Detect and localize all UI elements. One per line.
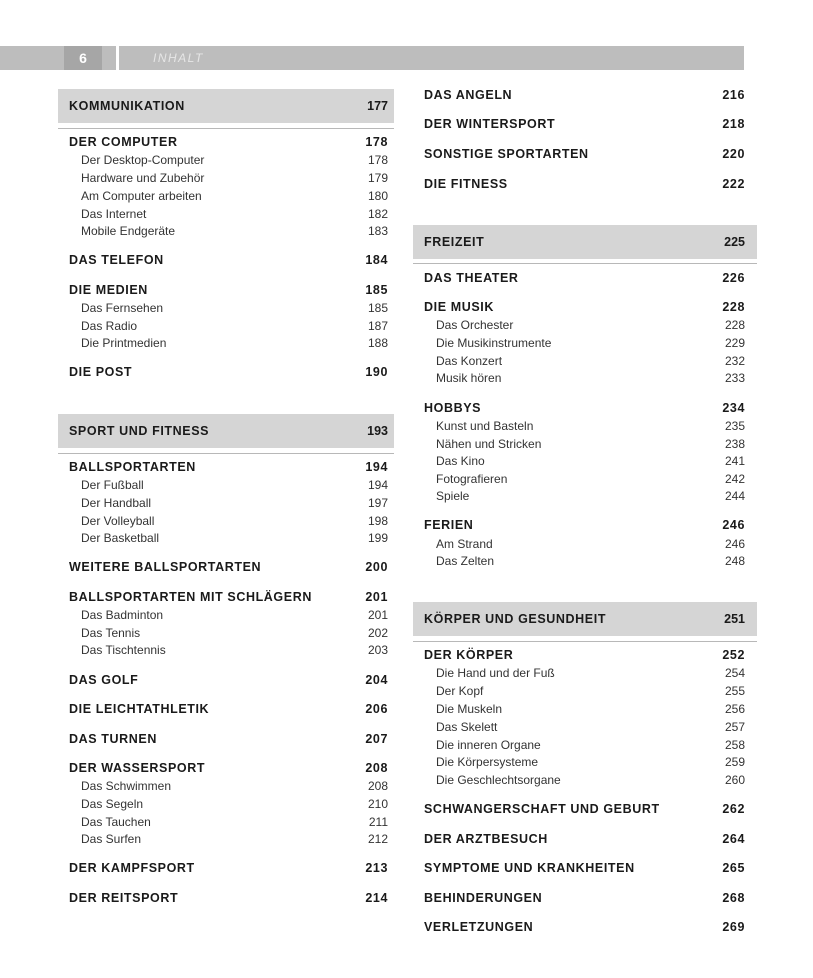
entry-page: 178 <box>367 153 388 167</box>
toc-subentry[interactable] <box>58 641 394 659</box>
toc-subentry[interactable] <box>58 777 394 795</box>
entry-page: 241 <box>724 454 745 468</box>
entry-page: 185 <box>365 283 388 297</box>
toc-chapter-reitsport[interactable] <box>58 889 394 907</box>
entry-title: Hardware und Zubehör <box>81 171 205 185</box>
entry-page: 214 <box>365 891 388 905</box>
entry-page: 216 <box>722 88 745 102</box>
toc-subentry[interactable] <box>58 494 394 512</box>
entry-title: Das Schwimmen <box>81 779 172 793</box>
header-title: INHALT <box>153 51 204 65</box>
entry-page: 264 <box>722 832 745 846</box>
section-page: 225 <box>724 235 745 249</box>
section-divider <box>58 453 394 454</box>
toc-chapter-symptome[interactable] <box>413 859 757 877</box>
toc-chapter-behinderungen[interactable] <box>413 889 757 907</box>
entry-page: 204 <box>365 673 388 687</box>
toc-subentry[interactable] <box>58 529 394 547</box>
toc-chapter-koerper[interactable] <box>413 646 757 664</box>
entry-page: 262 <box>722 802 745 816</box>
section-divider <box>413 641 757 642</box>
toc-chapter-sonstige-sportarten[interactable] <box>413 145 757 163</box>
section-title: KÖRPER UND GESUNDHEIT <box>424 612 607 626</box>
entry-page: 179 <box>367 171 388 185</box>
entry-title: Der Volleyball <box>81 514 155 528</box>
entry-page: 200 <box>365 560 388 574</box>
toc-subentry[interactable] <box>58 222 394 240</box>
entry-title: BEHINDERUNGEN <box>424 891 543 905</box>
entry-page: 226 <box>722 271 745 285</box>
toc-subentry[interactable] <box>413 334 757 352</box>
toc-chapter-post[interactable] <box>58 363 394 381</box>
entry-title: BALLSPORTARTEN MIT SCHLÄGERN <box>69 590 312 604</box>
toc-subentry[interactable] <box>413 316 757 334</box>
toc-subentry[interactable] <box>58 476 394 494</box>
entry-page: 222 <box>722 177 745 191</box>
entry-title: Das Badminton <box>81 608 164 622</box>
toc-chapter-angeln[interactable] <box>413 86 757 104</box>
entry-title: Das Internet <box>81 207 147 221</box>
entry-title: Das Orchester <box>436 318 514 332</box>
entry-title: Das Konzert <box>436 354 503 368</box>
entry-page: 228 <box>724 318 745 332</box>
toc-subentry[interactable] <box>413 535 757 553</box>
entry-page: 212 <box>367 832 388 846</box>
entry-title: Nähen und Stricken <box>436 437 542 451</box>
entry-page: 229 <box>724 336 745 350</box>
entry-title: DAS TELEFON <box>69 253 164 267</box>
entry-title: BALLSPORTARTEN <box>69 460 196 474</box>
entry-page: 199 <box>367 531 388 545</box>
entry-title: DIE FITNESS <box>424 177 508 191</box>
section-title: SPORT UND FITNESS <box>69 424 210 438</box>
toc-chapter-wintersport[interactable] <box>413 115 757 133</box>
entry-title: Die Muskeln <box>436 702 503 716</box>
entry-page: 228 <box>722 300 745 314</box>
toc-subentry[interactable] <box>413 771 757 789</box>
toc-subentry[interactable] <box>58 830 394 848</box>
entry-page: 233 <box>724 371 745 385</box>
entry-title: Der Basketball <box>81 531 160 545</box>
entry-title: Der Fußball <box>81 478 144 492</box>
entry-title: WEITERE BALLSPORTARTEN <box>69 560 262 574</box>
toc-subentry[interactable] <box>413 352 757 370</box>
entry-page: 258 <box>724 738 745 752</box>
toc-chapter-golf[interactable] <box>58 671 394 689</box>
entry-page: 255 <box>724 684 745 698</box>
toc-chapter-theater[interactable] <box>413 269 757 287</box>
entry-page: 208 <box>367 779 388 793</box>
toc-chapter-ferien[interactable] <box>413 516 757 534</box>
entry-title: Das Skelett <box>436 720 498 734</box>
entry-page: 185 <box>367 301 388 315</box>
entry-title: SYMPTOME UND KRANKHEITEN <box>424 861 635 875</box>
entry-page: 194 <box>365 460 388 474</box>
toc-subentry[interactable] <box>58 151 394 169</box>
entry-page: 242 <box>724 472 745 486</box>
toc-chapter-computer[interactable] <box>58 133 394 151</box>
section-freizeit[interactable] <box>413 225 757 259</box>
toc-subentry[interactable] <box>413 435 757 453</box>
entry-title: Das Radio <box>81 319 138 333</box>
entry-page: 218 <box>722 117 745 131</box>
toc-chapter-turnen[interactable] <box>58 730 394 748</box>
entry-page: 184 <box>365 253 388 267</box>
entry-title: Das Kino <box>436 454 485 468</box>
toc-chapter-hobbys[interactable] <box>413 399 757 417</box>
entry-title: Am Computer arbeiten <box>81 189 202 203</box>
entry-title: Das Tennis <box>81 626 141 640</box>
entry-title: DER COMPUTER <box>69 135 178 149</box>
entry-title: HOBBYS <box>424 401 482 415</box>
entry-page: 260 <box>724 773 745 787</box>
entry-title: VERLETZUNGEN <box>424 920 534 934</box>
entry-page: 197 <box>367 496 388 510</box>
header-bar-right <box>119 46 744 70</box>
entry-title: Spiele <box>436 489 470 503</box>
toc-subentry[interactable] <box>413 452 757 470</box>
entry-title: Das Zelten <box>436 554 495 568</box>
entry-page: 244 <box>724 489 745 503</box>
entry-page: 252 <box>722 648 745 662</box>
entry-page: 208 <box>365 761 388 775</box>
entry-page: 210 <box>367 797 388 811</box>
toc-chapter-wassersport[interactable] <box>58 759 394 777</box>
entry-page: 201 <box>365 590 388 604</box>
entry-page: 246 <box>722 518 745 532</box>
toc-subentry[interactable] <box>58 334 394 352</box>
section-page: 251 <box>724 612 745 626</box>
entry-title: Das Fernsehen <box>81 301 164 315</box>
entry-title: DER WINTERSPORT <box>424 117 556 131</box>
toc-subentry[interactable] <box>58 512 394 530</box>
entry-page: 269 <box>722 920 745 934</box>
toc-subentry[interactable] <box>413 718 757 736</box>
entry-title: DIE MUSIK <box>424 300 494 314</box>
toc-subentry[interactable] <box>413 682 757 700</box>
entry-page: 190 <box>365 365 388 379</box>
section-page: 193 <box>367 424 388 438</box>
section-title: KOMMUNIKATION <box>69 99 185 113</box>
entry-page: 207 <box>365 732 388 746</box>
toc-chapter-musik[interactable] <box>413 298 757 316</box>
entry-page: 213 <box>365 861 388 875</box>
toc-subentry[interactable] <box>58 606 394 624</box>
toc-chapter-telefon[interactable] <box>58 251 394 269</box>
section-divider <box>58 128 394 129</box>
entry-title: DER ARZTBESUCH <box>424 832 548 846</box>
entry-title: Die Körpersysteme <box>436 755 539 769</box>
entry-page: 248 <box>724 554 745 568</box>
toc-chapter-ballsportarten-mit-schlaegern[interactable] <box>58 588 394 606</box>
entry-page: 188 <box>367 336 388 350</box>
toc-subentry[interactable] <box>58 299 394 317</box>
entry-page: 182 <box>367 207 388 221</box>
entry-title: DAS THEATER <box>424 271 519 285</box>
entry-title: Das Tauchen <box>81 815 151 829</box>
toc-subentry[interactable] <box>413 700 757 718</box>
entry-page: 211 <box>368 815 388 829</box>
toc-chapter-leichtathletik[interactable] <box>58 700 394 718</box>
entry-title: DIE LEICHTATHLETIK <box>69 702 210 716</box>
entry-title: Mobile Endgeräte <box>81 224 176 238</box>
entry-title: DIE MEDIEN <box>69 283 148 297</box>
toc-subentry[interactable] <box>58 624 394 642</box>
section-kommunikation[interactable] <box>58 89 394 123</box>
toc-subentry[interactable] <box>58 813 394 831</box>
entry-title: DER KAMPFSPORT <box>69 861 195 875</box>
toc-subentry[interactable] <box>413 753 757 771</box>
entry-page: 220 <box>722 147 745 161</box>
entry-title: Fotografieren <box>436 472 508 486</box>
toc-chapter-fitness[interactable] <box>413 175 757 193</box>
page-number: 6 <box>64 46 102 70</box>
toc-chapter-arztbesuch[interactable] <box>413 830 757 848</box>
entry-page: 206 <box>365 702 388 716</box>
entry-page: 268 <box>722 891 745 905</box>
running-header <box>0 46 744 70</box>
section-page: 177 <box>367 99 388 113</box>
toc-subentry[interactable] <box>413 736 757 754</box>
entry-page: 198 <box>367 514 388 528</box>
entry-page: 254 <box>724 666 745 680</box>
entry-title: Der Handball <box>81 496 152 510</box>
toc-chapter-medien[interactable] <box>58 281 394 299</box>
entry-page: 187 <box>367 319 388 333</box>
entry-title: Die Printmedien <box>81 336 167 350</box>
entry-title: Das Segeln <box>81 797 144 811</box>
section-title: FREIZEIT <box>424 235 485 249</box>
section-koerper-und-gesundheit[interactable] <box>413 602 757 636</box>
entry-page: 202 <box>367 626 388 640</box>
entry-title: Die Geschlechtsorgane <box>436 773 561 787</box>
section-divider <box>413 263 757 264</box>
entry-title: DAS ANGELN <box>424 88 513 102</box>
entry-title: Der Kopf <box>436 684 484 698</box>
entry-page: 178 <box>365 135 388 149</box>
entry-page: 259 <box>724 755 745 769</box>
toc-chapter-weitere-ballsportarten[interactable] <box>58 558 394 576</box>
toc-subentry[interactable] <box>413 552 757 570</box>
entry-page: 194 <box>367 478 388 492</box>
entry-title: Musik hören <box>436 371 502 385</box>
entry-title: Die Hand und der Fuß <box>436 666 555 680</box>
entry-page: 265 <box>722 861 745 875</box>
entry-page: 246 <box>724 537 745 551</box>
entry-page: 257 <box>724 720 745 734</box>
entry-page: 203 <box>367 643 388 657</box>
entry-page: 201 <box>367 608 388 622</box>
section-sport-und-fitness[interactable] <box>58 414 394 448</box>
entry-title: Am Strand <box>436 537 493 551</box>
entry-page: 235 <box>724 419 745 433</box>
toc-subentry[interactable] <box>58 317 394 335</box>
toc-chapter-schwangerschaft[interactable] <box>413 800 757 818</box>
toc-subentry[interactable] <box>413 417 757 435</box>
entry-page: 256 <box>724 702 745 716</box>
toc-subentry[interactable] <box>413 369 757 387</box>
entry-title: DAS GOLF <box>69 673 139 687</box>
entry-page: 238 <box>724 437 745 451</box>
entry-title: Die inneren Organe <box>436 738 541 752</box>
toc-subentry[interactable] <box>58 205 394 223</box>
entry-title: DER KÖRPER <box>424 648 514 662</box>
toc-subentry[interactable] <box>58 169 394 187</box>
entry-page: 183 <box>367 224 388 238</box>
entry-page: 232 <box>724 354 745 368</box>
toc-subentry[interactable] <box>413 664 757 682</box>
toc-chapter-verletzungen[interactable] <box>413 918 757 936</box>
entry-title: SCHWANGERSCHAFT UND GEBURT <box>424 802 660 816</box>
entry-page: 234 <box>722 401 745 415</box>
entry-title: DER WASSERSPORT <box>69 761 206 775</box>
entry-title: SONSTIGE SPORTARTEN <box>424 147 589 161</box>
entry-title: DER REITSPORT <box>69 891 179 905</box>
entry-title: Das Tischtennis <box>81 643 166 657</box>
toc-subentry[interactable] <box>58 795 394 813</box>
toc-subentry[interactable] <box>413 470 757 488</box>
entry-title: DIE POST <box>69 365 133 379</box>
entry-title: Kunst und Basteln <box>436 419 534 433</box>
entry-title: DAS TURNEN <box>69 732 157 746</box>
toc-chapter-ballsportarten[interactable] <box>58 458 394 476</box>
entry-title: Die Musikinstrumente <box>436 336 552 350</box>
entry-title: Der Desktop-Computer <box>81 153 205 167</box>
entry-title: FERIEN <box>424 518 474 532</box>
toc-chapter-kampfsport[interactable] <box>58 859 394 877</box>
entry-title: Das Surfen <box>81 832 142 846</box>
entry-page: 180 <box>367 189 388 203</box>
toc-subentry[interactable] <box>413 487 757 505</box>
toc-subentry[interactable] <box>58 187 394 205</box>
